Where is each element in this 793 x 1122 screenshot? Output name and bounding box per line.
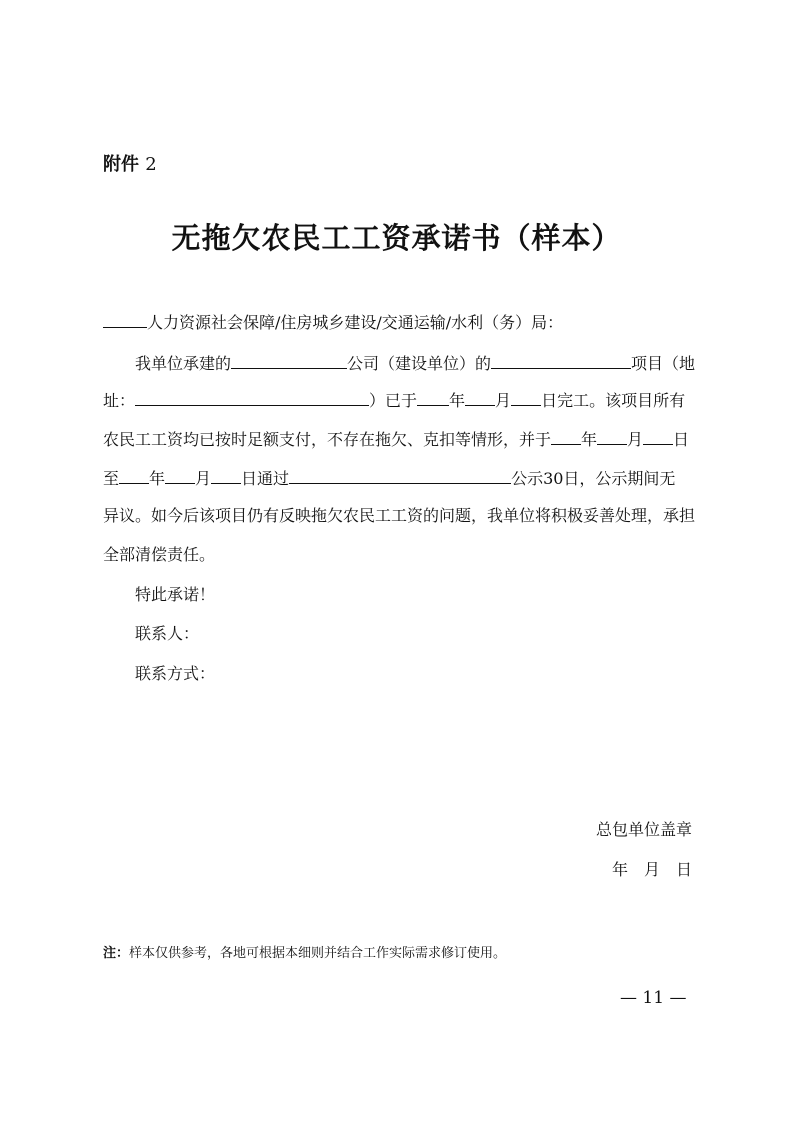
text-span: 日 — [673, 430, 690, 449]
blank-field[interactable] — [211, 467, 241, 484]
page-number: — 11 — — [620, 988, 687, 1008]
attachment-label — [103, 150, 157, 176]
attachment-number: 2 — [145, 154, 157, 175]
paragraph-line-3 — [103, 428, 689, 448]
company-blank[interactable] — [231, 352, 347, 369]
contact-person-label: 联系人： — [135, 624, 200, 643]
blank-field[interactable] — [551, 428, 581, 445]
text-span: 公示30日，公示期间无 — [511, 469, 676, 488]
publicity-channel-blank[interactable] — [289, 467, 511, 484]
blank-field[interactable] — [119, 467, 149, 484]
text-span: 我单位承建的 — [135, 354, 232, 373]
document-title: 无拖欠农民工工资承诺书（样本） — [171, 221, 622, 255]
text-span: 月 — [627, 430, 644, 449]
address-blank[interactable] — [135, 389, 369, 406]
text-span: 年 — [149, 469, 166, 488]
paragraph-line-2 — [103, 389, 685, 409]
signature-date: 年 月 日 — [612, 860, 693, 879]
blank-field[interactable] — [165, 467, 195, 484]
attachment-label-text: 附件 — [103, 154, 139, 175]
text-span: 址： — [103, 391, 136, 410]
text-span: 日通过 — [241, 469, 290, 488]
blank-field[interactable] — [103, 311, 147, 328]
project-blank[interactable] — [491, 352, 631, 369]
paragraph-line-1 — [135, 352, 695, 372]
text-span: 月 — [195, 469, 212, 488]
text-span: 至 — [103, 469, 120, 488]
seal-label: 总包单位盖章 — [596, 820, 693, 839]
contact-method-label: 联系方式： — [135, 664, 216, 683]
footnote — [103, 942, 506, 961]
paragraph-line-5: 异议。如今后该项目仍有反映拖欠农民工工资的问题，我单位将积极妥善处理，承担 — [103, 506, 696, 525]
footnote-label: 注： — [103, 946, 130, 961]
blank-field[interactable] — [417, 389, 449, 406]
text-span: 月 — [495, 391, 512, 410]
commitment-line: 特此承诺！ — [135, 585, 216, 604]
text-span: 日完工。该项目所有 — [541, 391, 686, 410]
text-span: 年 — [449, 391, 466, 410]
paragraph-line-4 — [103, 467, 675, 487]
blank-field[interactable] — [465, 389, 495, 406]
text-span: 农民工工资均已按时足额支付，不存在拖欠、克扣等情形，并于 — [103, 430, 552, 449]
footnote-text: 样本仅供参考，各地可根据本细则并结合工作实际需求修订使用。 — [129, 946, 507, 961]
text-span: ）已于 — [369, 391, 418, 410]
addressee-line — [103, 311, 563, 331]
addressee-text: 人力资源社会保障/住房城乡建设/交通运输/水利（务）局： — [147, 313, 564, 332]
blank-field[interactable] — [597, 428, 627, 445]
text-span: 公司（建设单位）的 — [347, 354, 492, 373]
text-span: 年 — [581, 430, 598, 449]
paragraph-line-6: 全部清偿责任。 — [103, 545, 216, 564]
blank-field[interactable] — [511, 389, 541, 406]
text-span: 项目（地 — [631, 354, 696, 373]
blank-field[interactable] — [643, 428, 673, 445]
